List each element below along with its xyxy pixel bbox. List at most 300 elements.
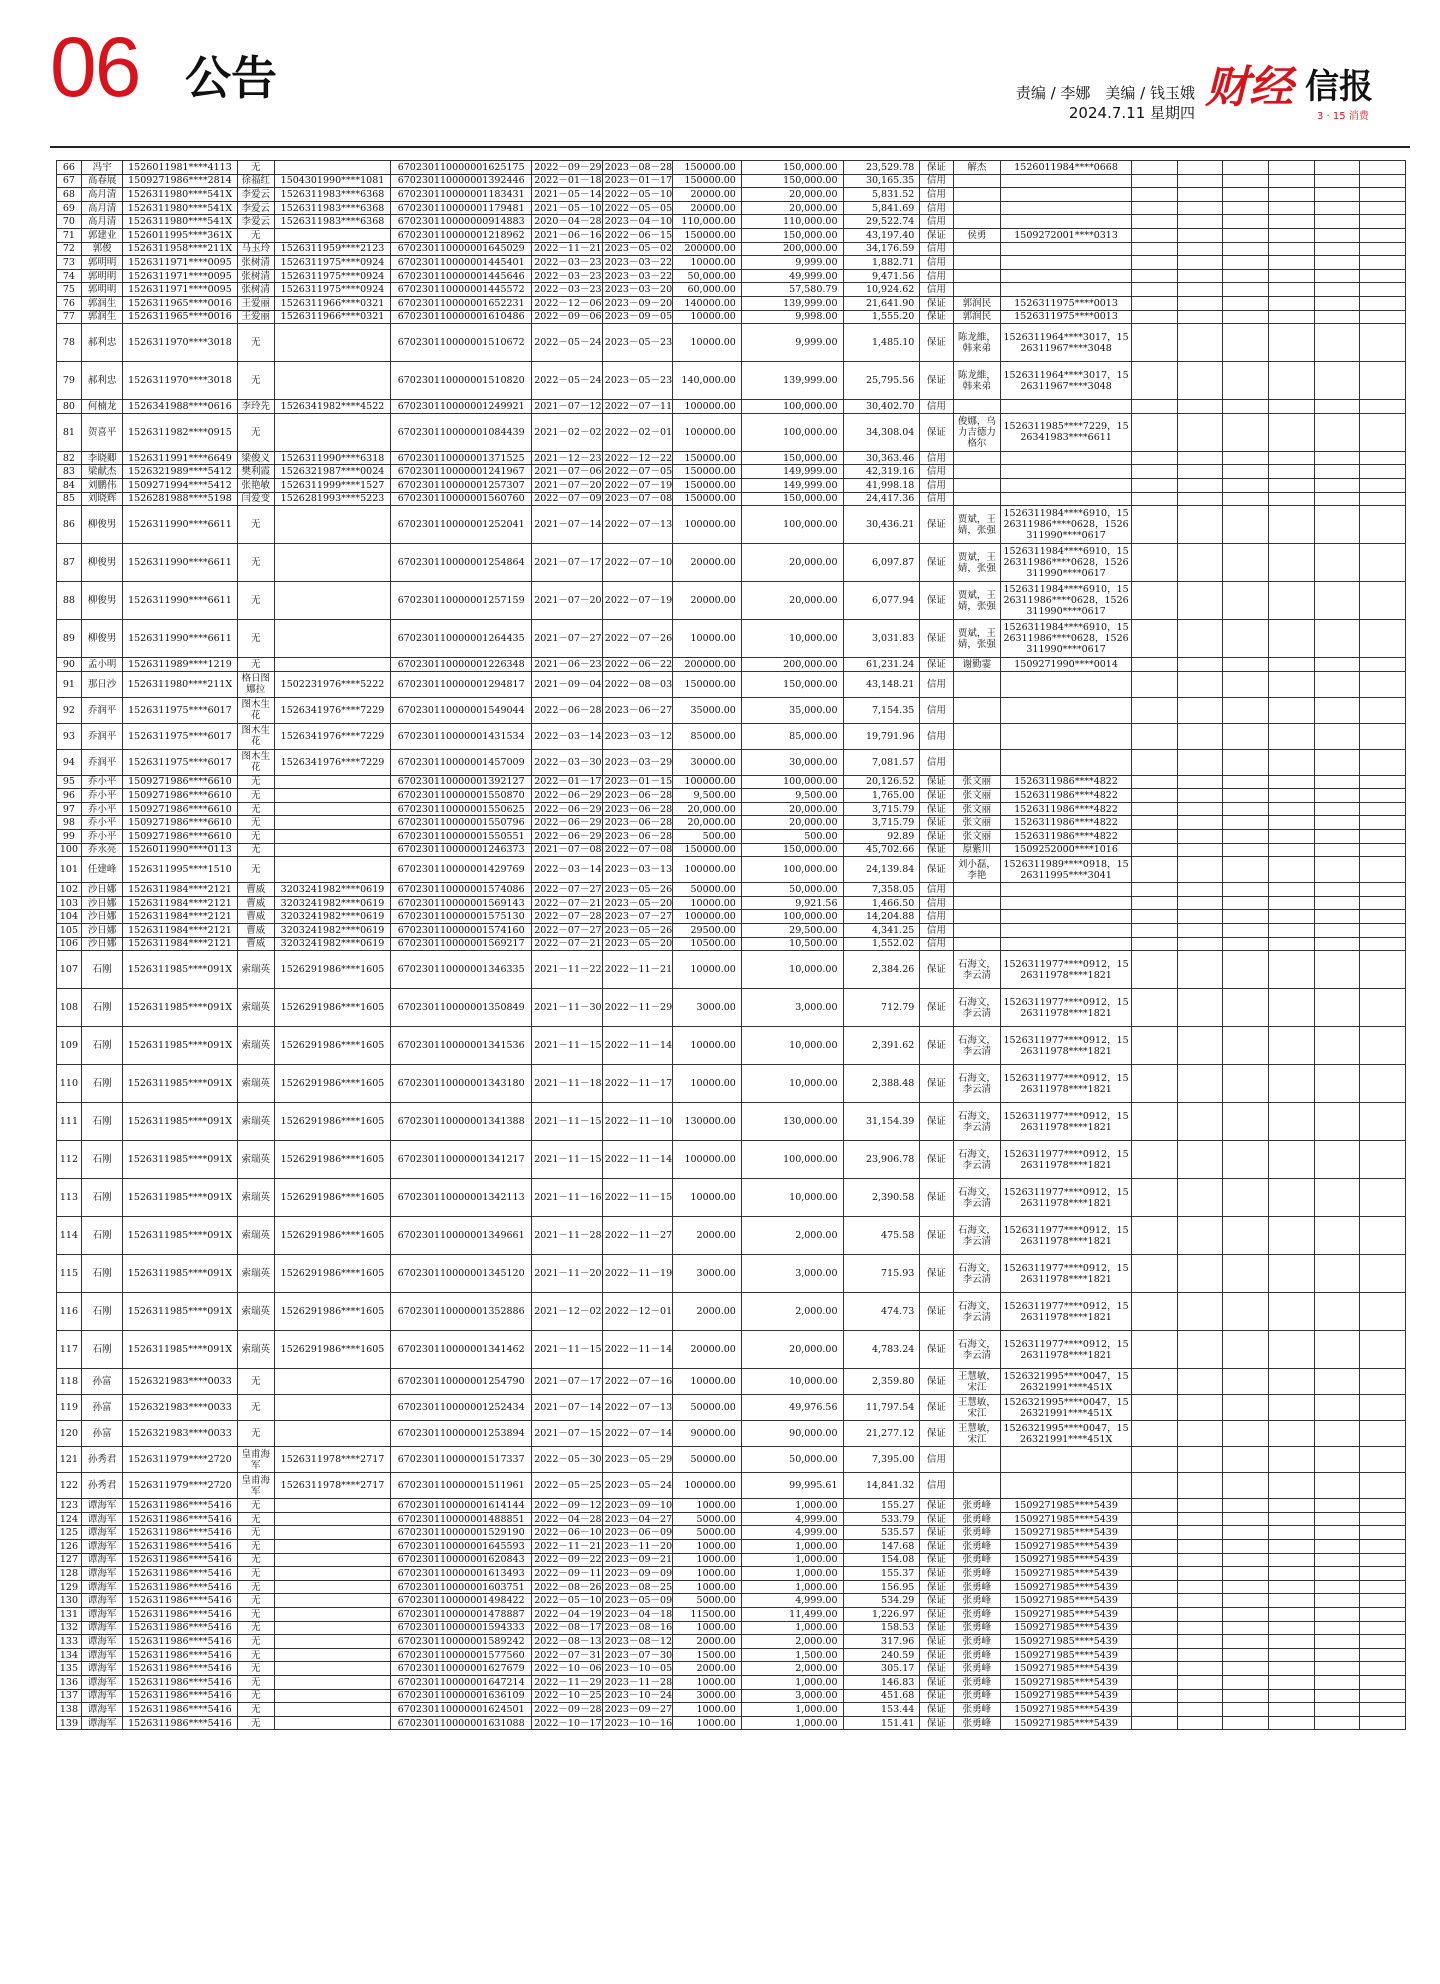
blank-cell	[1177, 506, 1223, 544]
row-number-cell: 87	[57, 544, 82, 582]
blank-cell	[1268, 1512, 1314, 1526]
loan-amount-cell: 9,500.00	[673, 789, 741, 803]
guarantor-name-cell	[953, 465, 1001, 479]
interest-owed-cell: 475.58	[843, 1217, 920, 1255]
blank-cell	[1131, 228, 1177, 242]
principal-balance-cell: 29,500.00	[741, 924, 843, 938]
row-number-cell: 76	[57, 296, 82, 310]
loan-amount-cell: 10500.00	[673, 937, 741, 951]
spouse-name-cell: 格日图娜拉	[237, 671, 274, 697]
principal-balance-cell: 10,000.00	[741, 620, 843, 658]
loan-amount-cell: 1000.00	[673, 1499, 741, 1513]
spouse-name-cell: 无	[237, 843, 274, 857]
borrower-id-cell: 1526311965****0016	[123, 296, 237, 310]
blank-cell	[1177, 1179, 1223, 1217]
interest-owed-cell: 2,388.48	[843, 1065, 920, 1103]
blank-cell	[1131, 1395, 1177, 1421]
guarantor-id-cell: 1509271985****5439	[1001, 1526, 1132, 1540]
borrower-id-cell: 1526321989****5412	[123, 465, 237, 479]
due-date-cell: 2023－10－05	[602, 1662, 673, 1676]
principal-balance-cell: 50,000.00	[741, 883, 843, 897]
loan-type-cell: 信用	[920, 174, 953, 188]
loan-amount-cell: 50000.00	[673, 1447, 741, 1473]
blank-cell	[1223, 1635, 1269, 1649]
borrower-id-cell: 1526311985****091X	[123, 951, 237, 989]
blank-cell	[1314, 228, 1360, 242]
guarantor-id-cell	[1001, 1447, 1132, 1473]
row-number-cell: 79	[57, 362, 82, 400]
principal-balance-cell: 1,000.00	[741, 1621, 843, 1635]
table-row	[57, 544, 1406, 582]
guarantor-id-cell	[1001, 671, 1132, 697]
due-date-cell: 2023－05－29	[602, 1447, 673, 1473]
spouse-name-cell: 索瑞英	[237, 1027, 274, 1065]
blank-cell	[1131, 400, 1177, 414]
loan-amount-cell: 1000.00	[673, 1580, 741, 1594]
spouse-id-cell	[274, 1580, 390, 1594]
blank-cell	[1223, 883, 1269, 897]
blank-cell	[1268, 188, 1314, 202]
blank-cell	[1268, 1580, 1314, 1594]
start-date-cell: 2021－07－06	[532, 465, 603, 479]
blank-cell	[1268, 723, 1314, 749]
blank-cell	[1314, 283, 1360, 297]
table-row	[57, 857, 1406, 883]
row-number-cell: 88	[57, 582, 82, 620]
guarantor-name-cell: 张勇峰	[953, 1580, 1001, 1594]
spouse-id-cell: 1504301990****1081	[274, 174, 390, 188]
blank-cell	[1131, 362, 1177, 400]
blank-cell	[1360, 910, 1406, 924]
guarantor-name-cell	[953, 924, 1001, 938]
guarantor-id-cell: 1526311964****3017，1526311967****3048	[1001, 324, 1132, 362]
row-number-cell: 136	[57, 1675, 82, 1689]
due-date-cell: 2023－03－29	[602, 749, 673, 775]
blank-cell	[1268, 492, 1314, 506]
blank-cell	[1131, 1621, 1177, 1635]
row-number-cell: 83	[57, 465, 82, 479]
blank-cell	[1131, 802, 1177, 816]
table-row	[57, 1512, 1406, 1526]
start-date-cell: 2021－11－30	[532, 989, 603, 1027]
borrower-name-cell: 乔小平	[81, 775, 123, 789]
blank-cell	[1177, 478, 1223, 492]
blank-cell	[1268, 1607, 1314, 1621]
blank-cell	[1314, 296, 1360, 310]
spouse-name-cell: 李爱云	[237, 201, 274, 215]
blank-cell	[1223, 1027, 1269, 1065]
blank-cell	[1223, 1217, 1269, 1255]
blank-cell	[1223, 1395, 1269, 1421]
blank-cell	[1131, 989, 1177, 1027]
guarantor-name-cell: 张文丽	[953, 775, 1001, 789]
loan-amount-cell: 85000.00	[673, 723, 741, 749]
borrower-name-cell: 石刚	[81, 1027, 123, 1065]
guarantor-name-cell: 张勇峰	[953, 1703, 1001, 1717]
interest-owed-cell: 45,702.66	[843, 843, 920, 857]
start-date-cell: 2021－07－15	[532, 1421, 603, 1447]
borrower-id-cell: 1526311986****5416	[123, 1621, 237, 1635]
contract-number-cell: 670230110000000914883	[391, 215, 532, 229]
table-row	[57, 506, 1406, 544]
start-date-cell: 2021－07－17	[532, 544, 603, 582]
loan-type-cell: 保证	[920, 830, 953, 844]
due-date-cell: 2023－06－09	[602, 1526, 673, 1540]
principal-balance-cell: 9,999.00	[741, 324, 843, 362]
principal-balance-cell: 100,000.00	[741, 910, 843, 924]
blank-cell	[1131, 174, 1177, 188]
borrower-id-cell: 1526321983****0033	[123, 1369, 237, 1395]
loan-type-cell: 保证	[920, 310, 953, 324]
spouse-name-cell: 王爱丽	[237, 310, 274, 324]
spouse-name-cell: 无	[237, 413, 274, 451]
spouse-id-cell: 1526291986****1605	[274, 1217, 390, 1255]
borrower-id-cell: 1526311985****091X	[123, 1293, 237, 1331]
due-date-cell: 2023－05－23	[602, 324, 673, 362]
blank-cell	[1223, 1369, 1269, 1395]
due-date-cell: 2023－06－28	[602, 830, 673, 844]
spouse-id-cell: 1526341976****7229	[274, 749, 390, 775]
loan-type-cell: 信用	[920, 896, 953, 910]
spouse-id-cell	[274, 1512, 390, 1526]
row-number-cell: 96	[57, 789, 82, 803]
blank-cell	[1177, 492, 1223, 506]
due-date-cell: 2022－08－03	[602, 671, 673, 697]
guarantor-id-cell: 1526311984****6910，1526311986****0628，1526311990****0617	[1001, 582, 1132, 620]
contract-number-cell: 670230110000001594333	[391, 1621, 532, 1635]
row-number-cell: 120	[57, 1421, 82, 1447]
contract-number-cell: 670230110000001345120	[391, 1255, 532, 1293]
spouse-id-cell: 1526341976****7229	[274, 723, 390, 749]
start-date-cell: 2021－05－10	[532, 201, 603, 215]
blank-cell	[1314, 924, 1360, 938]
guarantor-id-cell: 1526311977****0912，1526311978****1821	[1001, 1027, 1132, 1065]
spouse-name-cell: 无	[237, 161, 274, 175]
borrower-name-cell: 刘晓辉	[81, 492, 123, 506]
loan-type-cell: 保证	[920, 816, 953, 830]
interest-owed-cell: 1,485.10	[843, 324, 920, 362]
principal-balance-cell: 9,998.00	[741, 310, 843, 324]
guarantor-id-cell	[1001, 400, 1132, 414]
loan-amount-cell: 20000.00	[673, 201, 741, 215]
start-date-cell: 2021－07－20	[532, 478, 603, 492]
borrower-id-cell: 1526311990****6611	[123, 582, 237, 620]
row-number-cell: 78	[57, 324, 82, 362]
interest-owed-cell: 715.93	[843, 1255, 920, 1293]
borrower-id-cell: 1526011990****0113	[123, 843, 237, 857]
borrower-id-cell: 1526311984****2121	[123, 883, 237, 897]
blank-cell	[1177, 789, 1223, 803]
row-number-cell: 77	[57, 310, 82, 324]
borrower-name-cell: 石刚	[81, 1255, 123, 1293]
borrower-id-cell: 1526311965****0016	[123, 310, 237, 324]
blank-cell	[1177, 1594, 1223, 1608]
spouse-id-cell	[274, 1421, 390, 1447]
guarantor-id-cell: 1509271985****5439	[1001, 1689, 1132, 1703]
borrower-name-cell: 谭海军	[81, 1689, 123, 1703]
guarantor-name-cell	[953, 201, 1001, 215]
borrower-name-cell: 谭海军	[81, 1499, 123, 1513]
interest-owed-cell: 7,154.35	[843, 697, 920, 723]
blank-cell	[1177, 658, 1223, 672]
blank-cell	[1177, 296, 1223, 310]
row-number-cell: 137	[57, 1689, 82, 1703]
blank-cell	[1223, 1662, 1269, 1676]
borrower-name-cell: 沙日娜	[81, 910, 123, 924]
loan-type-cell: 信用	[920, 671, 953, 697]
borrower-id-cell: 1509271986****6610	[123, 775, 237, 789]
row-number-cell: 72	[57, 242, 82, 256]
guarantor-id-cell: 1509271985****5439	[1001, 1567, 1132, 1581]
table-row	[57, 671, 1406, 697]
start-date-cell: 2022－11－21	[532, 1540, 603, 1554]
spouse-name-cell: 梁俊义	[237, 451, 274, 465]
blank-cell	[1223, 296, 1269, 310]
blank-cell	[1360, 161, 1406, 175]
guarantor-name-cell	[953, 723, 1001, 749]
start-date-cell: 2021－12－23	[532, 451, 603, 465]
blank-cell	[1131, 188, 1177, 202]
spouse-name-cell: 索瑞英	[237, 1293, 274, 1331]
blank-cell	[1268, 1065, 1314, 1103]
blank-cell	[1177, 830, 1223, 844]
spouse-id-cell	[274, 1689, 390, 1703]
contract-number-cell: 670230110000001625175	[391, 161, 532, 175]
row-number-cell: 100	[57, 843, 82, 857]
blank-cell	[1360, 620, 1406, 658]
contract-number-cell: 670230110000001510672	[391, 324, 532, 362]
blank-cell	[1131, 1607, 1177, 1621]
guarantor-id-cell: 1526311977****0912，1526311978****1821	[1001, 989, 1132, 1027]
spouse-name-cell: 皇甫海军	[237, 1473, 274, 1499]
spouse-name-cell: 无	[237, 1567, 274, 1581]
borrower-name-cell: 郭建业	[81, 228, 123, 242]
loan-type-cell: 保证	[920, 1255, 953, 1293]
blank-cell	[1177, 1553, 1223, 1567]
blank-cell	[1131, 1689, 1177, 1703]
due-date-cell: 2022－11－21	[602, 951, 673, 989]
spouse-name-cell: 无	[237, 1421, 274, 1447]
borrower-name-cell: 贺喜平	[81, 413, 123, 451]
row-number-cell: 121	[57, 1447, 82, 1473]
guarantor-id-cell: 1509271985****5439	[1001, 1594, 1132, 1608]
blank-cell	[1360, 188, 1406, 202]
blank-cell	[1268, 857, 1314, 883]
borrower-id-cell: 1526311958****211X	[123, 242, 237, 256]
table-row	[57, 816, 1406, 830]
contract-number-cell: 670230110000001488851	[391, 1512, 532, 1526]
blank-cell	[1223, 723, 1269, 749]
masthead	[50, 20, 1410, 125]
principal-balance-cell: 1,000.00	[741, 1580, 843, 1594]
loan-amount-cell: 100000.00	[673, 775, 741, 789]
table-row	[57, 1716, 1406, 1730]
blank-cell	[1223, 400, 1269, 414]
spouse-name-cell: 无	[237, 1716, 274, 1730]
blank-cell	[1223, 924, 1269, 938]
loan-type-cell: 保证	[920, 1540, 953, 1554]
blank-cell	[1223, 802, 1269, 816]
blank-cell	[1131, 620, 1177, 658]
table-row	[57, 749, 1406, 775]
interest-owed-cell: 20,126.52	[843, 775, 920, 789]
interest-owed-cell: 34,176.59	[843, 242, 920, 256]
loan-amount-cell: 1000.00	[673, 1703, 741, 1717]
guarantor-id-cell	[1001, 174, 1132, 188]
due-date-cell: 2022－07－26	[602, 620, 673, 658]
spouse-name-cell: 曹威	[237, 910, 274, 924]
principal-balance-cell: 2,000.00	[741, 1635, 843, 1649]
loan-type-cell: 信用	[920, 465, 953, 479]
principal-balance-cell: 1,000.00	[741, 1567, 843, 1581]
spouse-id-cell: 1526311959****2123	[274, 242, 390, 256]
principal-balance-cell: 100,000.00	[741, 400, 843, 414]
loan-amount-cell: 29500.00	[673, 924, 741, 938]
borrower-id-cell: 1526311970****3018	[123, 324, 237, 362]
principal-balance-cell: 150,000.00	[741, 161, 843, 175]
spouse-id-cell: 3203241982****0619	[274, 883, 390, 897]
guarantor-id-cell: 1509271985****5439	[1001, 1607, 1132, 1621]
blank-cell	[1177, 1635, 1223, 1649]
blank-cell	[1360, 1447, 1406, 1473]
logo-subtext: 3 · 15 消费	[1317, 111, 1369, 122]
guarantor-id-cell: 1509271985****5439	[1001, 1648, 1132, 1662]
start-date-cell: 2022－03－23	[532, 269, 603, 283]
contract-number-cell: 670230110000001431534	[391, 723, 532, 749]
blank-cell	[1268, 658, 1314, 672]
guarantor-id-cell: 1526311984****6910，1526311986****0628，1526311990****0617	[1001, 506, 1132, 544]
table-row	[57, 451, 1406, 465]
borrower-id-cell: 1526321983****0033	[123, 1421, 237, 1447]
guarantor-id-cell	[1001, 188, 1132, 202]
spouse-id-cell: 3203241982****0619	[274, 896, 390, 910]
blank-cell	[1223, 937, 1269, 951]
blank-cell	[1314, 857, 1360, 883]
blank-cell	[1314, 896, 1360, 910]
blank-cell	[1268, 478, 1314, 492]
loan-amount-cell: 90000.00	[673, 1421, 741, 1447]
blank-cell	[1268, 789, 1314, 803]
row-number-cell: 129	[57, 1580, 82, 1594]
loan-type-cell: 保证	[920, 1331, 953, 1369]
principal-balance-cell: 1,000.00	[741, 1499, 843, 1513]
blank-cell	[1177, 749, 1223, 775]
blank-cell	[1131, 1648, 1177, 1662]
blank-cell	[1131, 1499, 1177, 1513]
blank-cell	[1223, 1103, 1269, 1141]
due-date-cell: 2022－12－01	[602, 1293, 673, 1331]
row-number-cell: 89	[57, 620, 82, 658]
row-number-cell: 106	[57, 937, 82, 951]
blank-cell	[1314, 843, 1360, 857]
principal-balance-cell: 50,000.00	[741, 1447, 843, 1473]
spouse-id-cell: 1526311975****0924	[274, 256, 390, 270]
guarantor-name-cell: 石海文，李云清	[953, 1179, 1001, 1217]
table-row	[57, 789, 1406, 803]
blank-cell	[1268, 1421, 1314, 1447]
table-row	[57, 1447, 1406, 1473]
loan-amount-cell: 140,000.00	[673, 362, 741, 400]
blank-cell	[1360, 1395, 1406, 1421]
blank-cell	[1314, 775, 1360, 789]
start-date-cell: 2022－07－21	[532, 937, 603, 951]
blank-cell	[1131, 671, 1177, 697]
due-date-cell: 2022－11－19	[602, 1255, 673, 1293]
blank-cell	[1360, 1716, 1406, 1730]
row-number-cell: 122	[57, 1473, 82, 1499]
blank-cell	[1268, 1703, 1314, 1717]
loan-amount-cell: 10000.00	[673, 896, 741, 910]
due-date-cell: 2023－05－26	[602, 883, 673, 897]
borrower-name-cell: 孟小明	[81, 658, 123, 672]
guarantor-name-cell: 张勇峰	[953, 1540, 1001, 1554]
blank-cell	[1131, 789, 1177, 803]
blank-cell	[1131, 775, 1177, 789]
blank-cell	[1360, 1499, 1406, 1513]
blank-cell	[1360, 1421, 1406, 1447]
spouse-name-cell: 无	[237, 775, 274, 789]
blank-cell	[1314, 413, 1360, 451]
principal-balance-cell: 9,500.00	[741, 789, 843, 803]
row-number-cell: 75	[57, 283, 82, 297]
interest-owed-cell: 535.57	[843, 1526, 920, 1540]
interest-owed-cell: 3,031.83	[843, 620, 920, 658]
interest-owed-cell: 21,277.12	[843, 1421, 920, 1447]
borrower-id-cell: 1526321983****0033	[123, 1395, 237, 1421]
blank-cell	[1177, 1567, 1223, 1581]
guarantor-id-cell: 1509271985****5439	[1001, 1675, 1132, 1689]
contract-number-cell: 670230110000001252434	[391, 1395, 532, 1421]
principal-balance-cell: 200,000.00	[741, 658, 843, 672]
borrower-id-cell: 1526311986****5416	[123, 1567, 237, 1581]
guarantor-name-cell: 张勇峰	[953, 1512, 1001, 1526]
due-date-cell: 2022－07－19	[602, 478, 673, 492]
spouse-id-cell	[274, 544, 390, 582]
blank-cell	[1131, 296, 1177, 310]
due-date-cell: 2022－07－13	[602, 1395, 673, 1421]
due-date-cell: 2023－03－20	[602, 283, 673, 297]
contract-number-cell: 670230110000001478887	[391, 1607, 532, 1621]
blank-cell	[1177, 582, 1223, 620]
blank-cell	[1131, 1473, 1177, 1499]
spouse-name-cell: 无	[237, 362, 274, 400]
blank-cell	[1223, 749, 1269, 775]
blank-cell	[1223, 816, 1269, 830]
loan-amount-cell: 130000.00	[673, 1103, 741, 1141]
blank-cell	[1268, 816, 1314, 830]
start-date-cell: 2022－10－06	[532, 1662, 603, 1676]
borrower-id-cell: 1526311990****6611	[123, 506, 237, 544]
blank-cell	[1223, 789, 1269, 803]
blank-cell	[1177, 802, 1223, 816]
blank-cell	[1314, 269, 1360, 283]
blank-cell	[1177, 451, 1223, 465]
loan-amount-cell: 150000.00	[673, 478, 741, 492]
blank-cell	[1177, 697, 1223, 723]
guarantor-name-cell: 谢勤霎	[953, 658, 1001, 672]
blank-cell	[1177, 1580, 1223, 1594]
due-date-cell: 2022－11－14	[602, 1331, 673, 1369]
borrower-name-cell: 高月清	[81, 215, 123, 229]
table-row	[57, 1331, 1406, 1369]
spouse-id-cell: 1526311978****2717	[274, 1473, 390, 1499]
loan-amount-cell: 200000.00	[673, 658, 741, 672]
principal-balance-cell: 3,000.00	[741, 989, 843, 1027]
row-number-cell: 82	[57, 451, 82, 465]
row-number-cell: 81	[57, 413, 82, 451]
loan-amount-cell: 100000.00	[673, 857, 741, 883]
loan-type-cell: 保证	[920, 1065, 953, 1103]
